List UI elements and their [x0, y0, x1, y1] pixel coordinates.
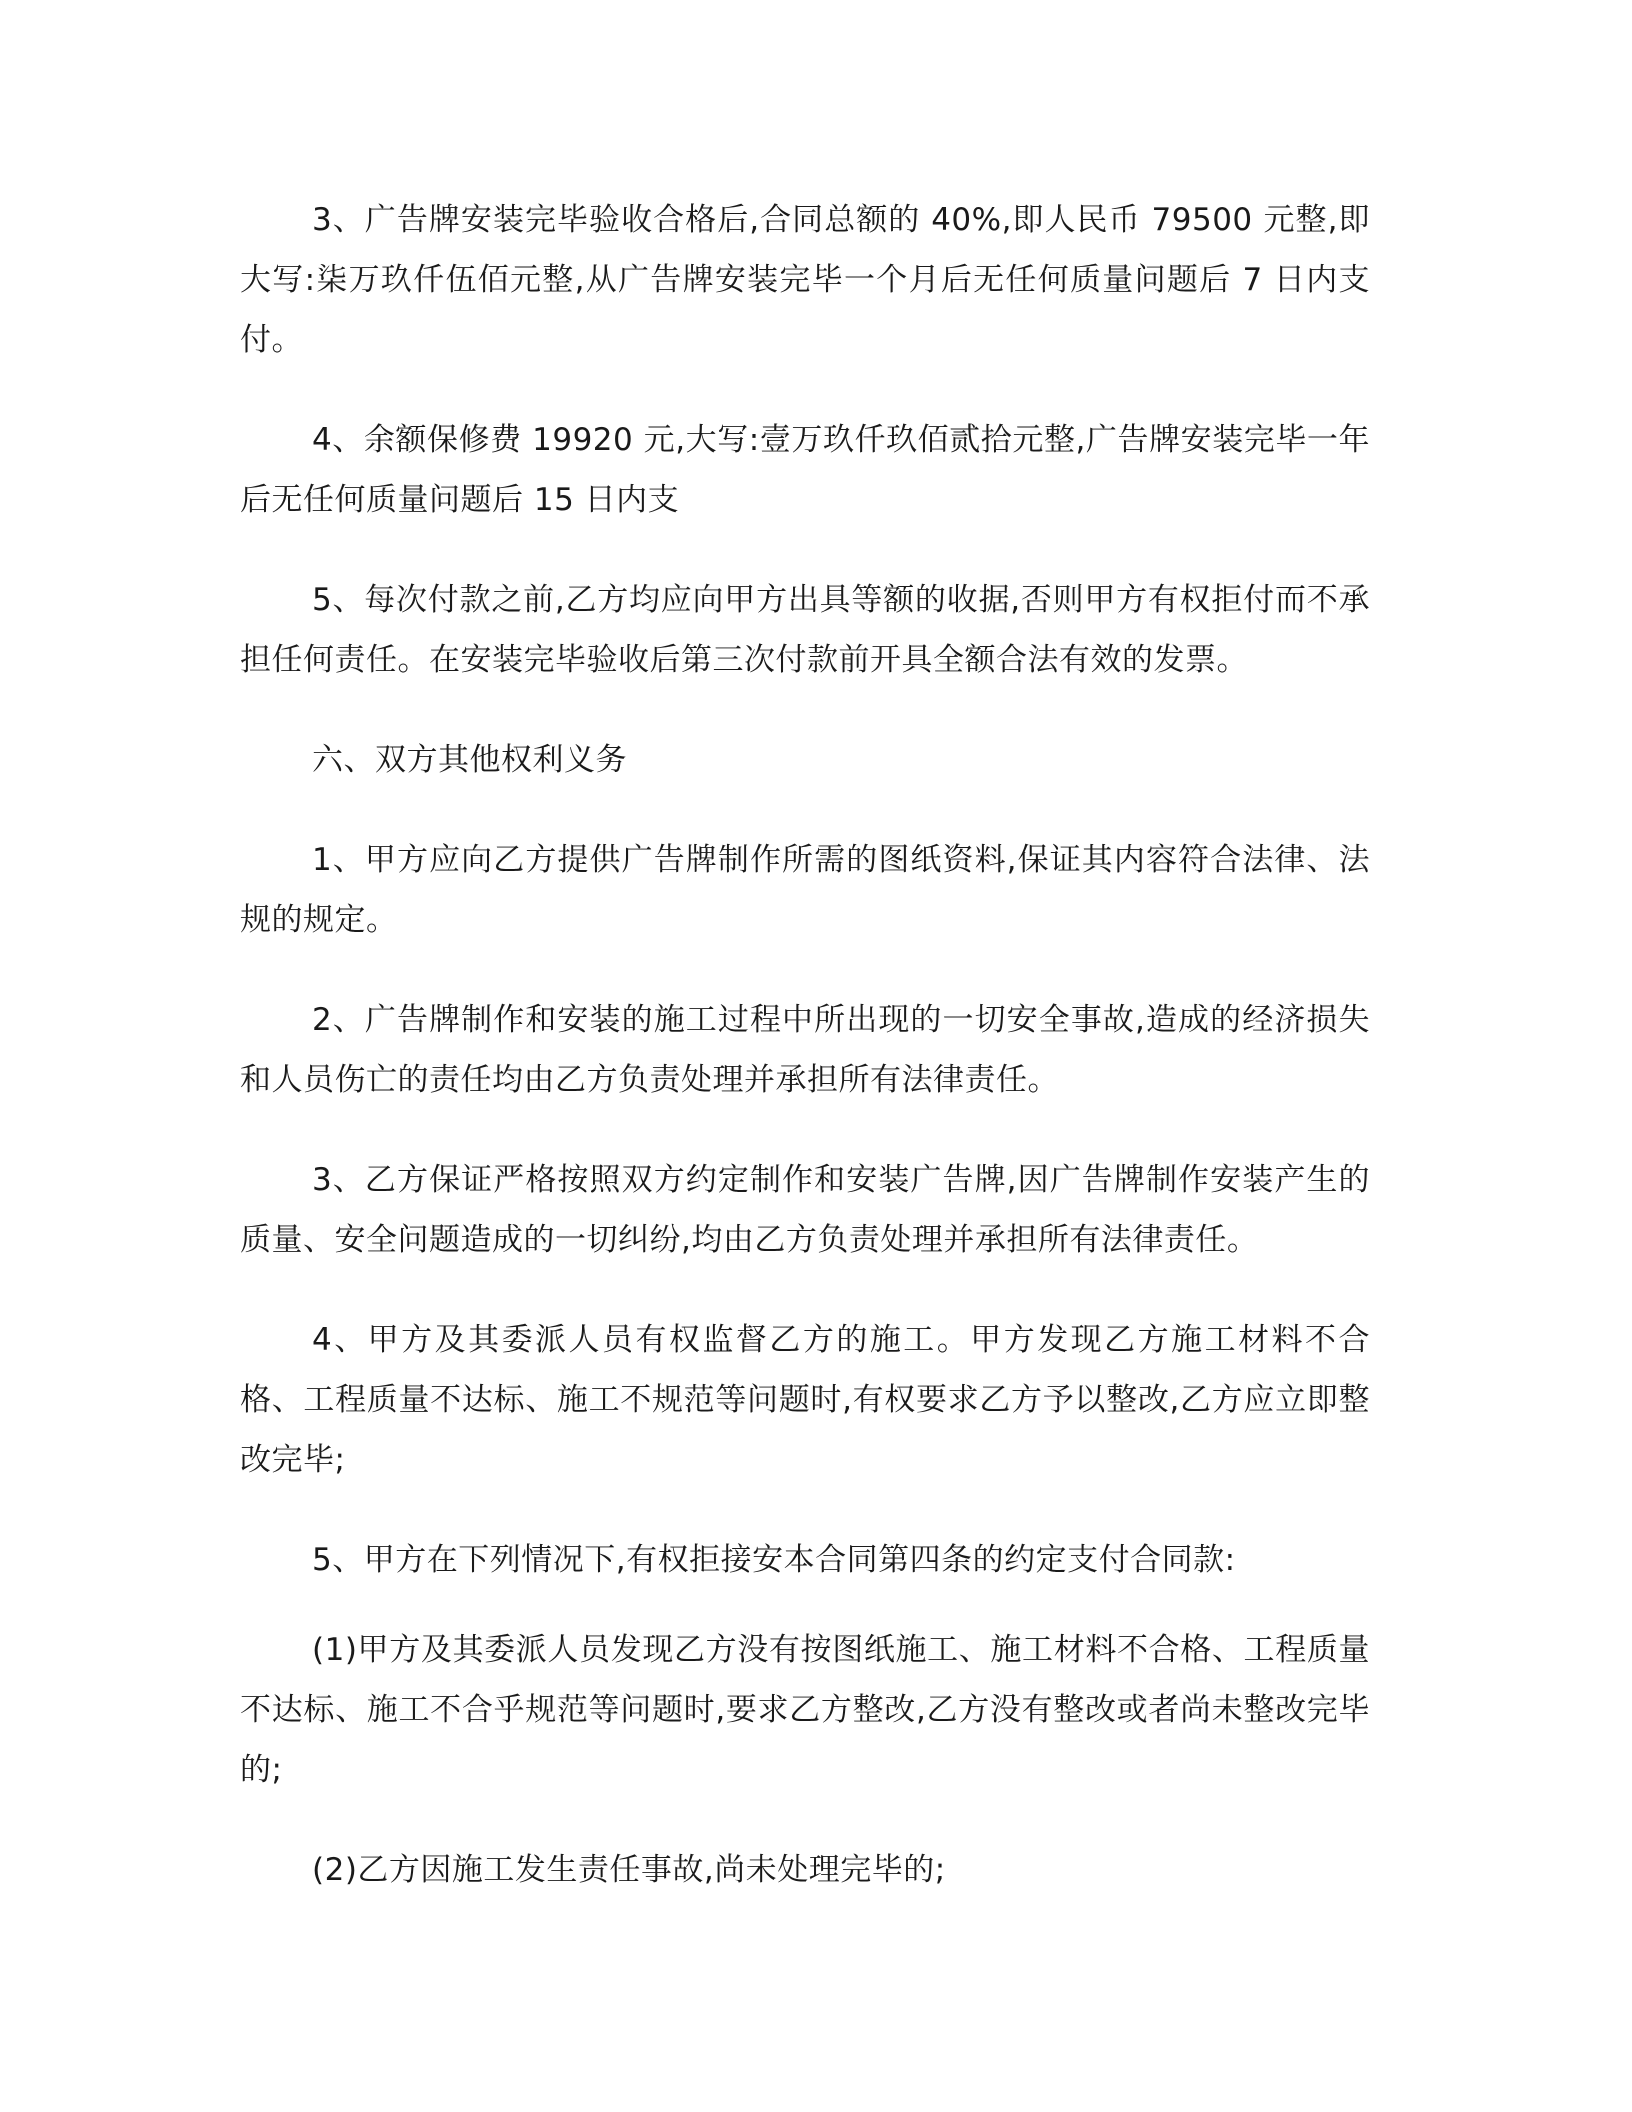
- paragraph-duty-1: 1、甲方应向乙方提供广告牌制作所需的图纸资料,保证其内容符合法律、法规的规定。: [240, 842, 1370, 938]
- paragraph-duty-2: 2、广告牌制作和安装的施工过程中所出现的一切安全事故,造成的经济损失和人员伤亡的责任均由乙方负责处理并承担所有法律责任。: [240, 1002, 1370, 1098]
- document-body: [240, 190, 1370, 1940]
- paragraph-payment-3: 3、广告牌安装完毕验收合格后,合同总额的 40%,即人民币 79500 元整,即大写:柒万玖仟伍佰元整,从广告牌安装完毕一个月后无任何质量问题后 7 日内支付。: [240, 202, 1370, 358]
- paragraph-duty-3: 3、乙方保证严格按照双方约定制作和安装广告牌,因广告牌制作安装产生的质量、安全问题造成的一切纠纷,均由乙方负责处理并承担所有法律责任。: [240, 1162, 1370, 1258]
- paragraph-item-2: (2)乙方因施工发生责任事故,尚未处理完毕的;: [312, 1852, 946, 1888]
- paragraph-payment-5: 5、每次付款之前,乙方均应向甲方出具等额的收据,否则甲方有权拒付而不承担任何责任。在安装完毕验收后第三次付款前开具全额合法有效的发票。: [240, 582, 1370, 678]
- paragraph-item-1: (1)甲方及其委派人员发现乙方没有按图纸施工、施工材料不合格、工程质量不达标、施工不合乎规范等问题时,要求乙方整改,乙方没有整改或者尚未整改完毕的;: [240, 1632, 1370, 1788]
- paragraph-duty-4: 4、甲方及其委派人员有权监督乙方的施工。甲方发现乙方施工材料不合格、工程质量不达标、施工不规范等问题时,有权要求乙方予以整改,乙方应立即整改完毕;: [240, 1322, 1370, 1478]
- paragraph-payment-4: 4、余额保修费 19920 元,大写:壹万玖仟玖佰贰拾元整,广告牌安装完毕一年后无任何质量问题后 15 日内支: [240, 422, 1370, 518]
- paragraph-duty-5: 5、甲方在下列情况下,有权拒接安本合同第四条的约定支付合同款:: [312, 1542, 1236, 1578]
- section-heading-6: 六、双方其他权利义务: [312, 742, 627, 778]
